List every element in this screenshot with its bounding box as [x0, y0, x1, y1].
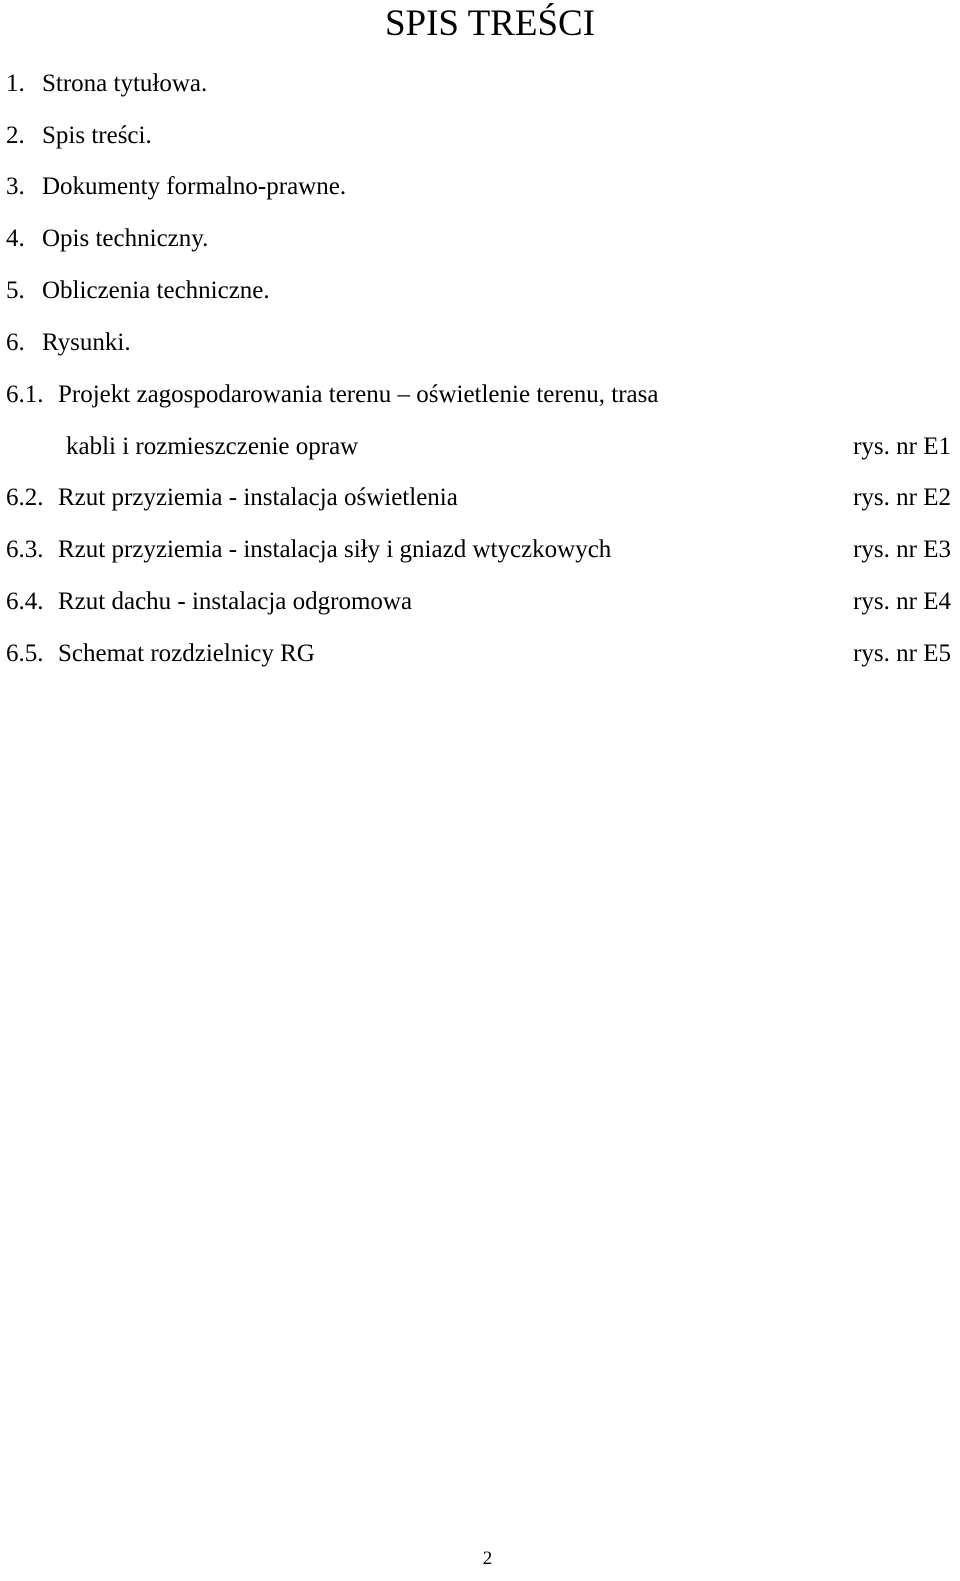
drawing-title-continuation: kabli i rozmieszczenie opraw: [66, 433, 359, 460]
drawing-title: Rzut przyziemia - instalacja siły i gniazd wtyczkowych: [58, 536, 612, 563]
drawing-title: Schemat rozdzielnicy RG: [58, 640, 315, 667]
toc-item-number: 4.: [6, 225, 25, 252]
toc-item-5: [0, 274, 960, 308]
drawing-title: Projekt zagospodarowania terenu – oświetlenie terenu, trasa: [58, 381, 659, 408]
toc-item-text: Rysunki.: [42, 329, 131, 356]
drawing-title: Rzut dachu - instalacja odgromowa: [58, 588, 413, 615]
drawing-number: 6.3.: [6, 536, 44, 563]
toc-item-text: Strona tytułowa.: [42, 70, 208, 97]
drawing-item-6-3: [0, 533, 960, 567]
toc-item-6: [0, 326, 960, 360]
drawing-item-6-4: [0, 585, 960, 619]
toc-item-3: [0, 170, 960, 204]
drawing-item-6-5: [0, 637, 960, 671]
toc-item-2: [0, 119, 960, 153]
drawing-item-6-2: [0, 481, 960, 515]
drawing-reference: rys. nr E4: [853, 588, 951, 615]
drawing-title: Rzut przyziemia - instalacja oświetlenia: [58, 484, 458, 511]
page-number: 2: [482, 1548, 493, 1569]
drawing-reference: rys. nr E3: [853, 536, 951, 563]
page-title: SPIS TREŚCI: [384, 3, 596, 44]
drawing-number: 6.2.: [6, 484, 44, 511]
drawing-number: 6.4.: [6, 588, 44, 615]
toc-item-number: 1.: [6, 70, 25, 97]
drawing-item-6-1: [0, 378, 960, 412]
toc-item-number: 5.: [6, 277, 25, 304]
toc-item-text: Dokumenty formalno-prawne.: [42, 173, 347, 200]
drawing-item-6-1-continuation: [0, 430, 960, 464]
toc-item-text: Obliczenia techniczne.: [42, 277, 270, 304]
toc-item-number: 6.: [6, 329, 25, 356]
drawing-reference: rys. nr E5: [853, 640, 951, 667]
toc-item-text: Opis techniczny.: [42, 225, 209, 252]
drawing-number: 6.1.: [6, 381, 44, 408]
drawing-reference: rys. nr E1: [853, 433, 951, 460]
toc-item-number: 2.: [6, 122, 25, 149]
toc-item-4: [0, 222, 960, 256]
toc-item-text: Spis treści.: [42, 122, 152, 149]
drawing-number: 6.5.: [6, 640, 44, 667]
toc-item-number: 3.: [6, 173, 25, 200]
drawing-reference: rys. nr E2: [853, 484, 951, 511]
toc-item-1: [0, 67, 960, 101]
